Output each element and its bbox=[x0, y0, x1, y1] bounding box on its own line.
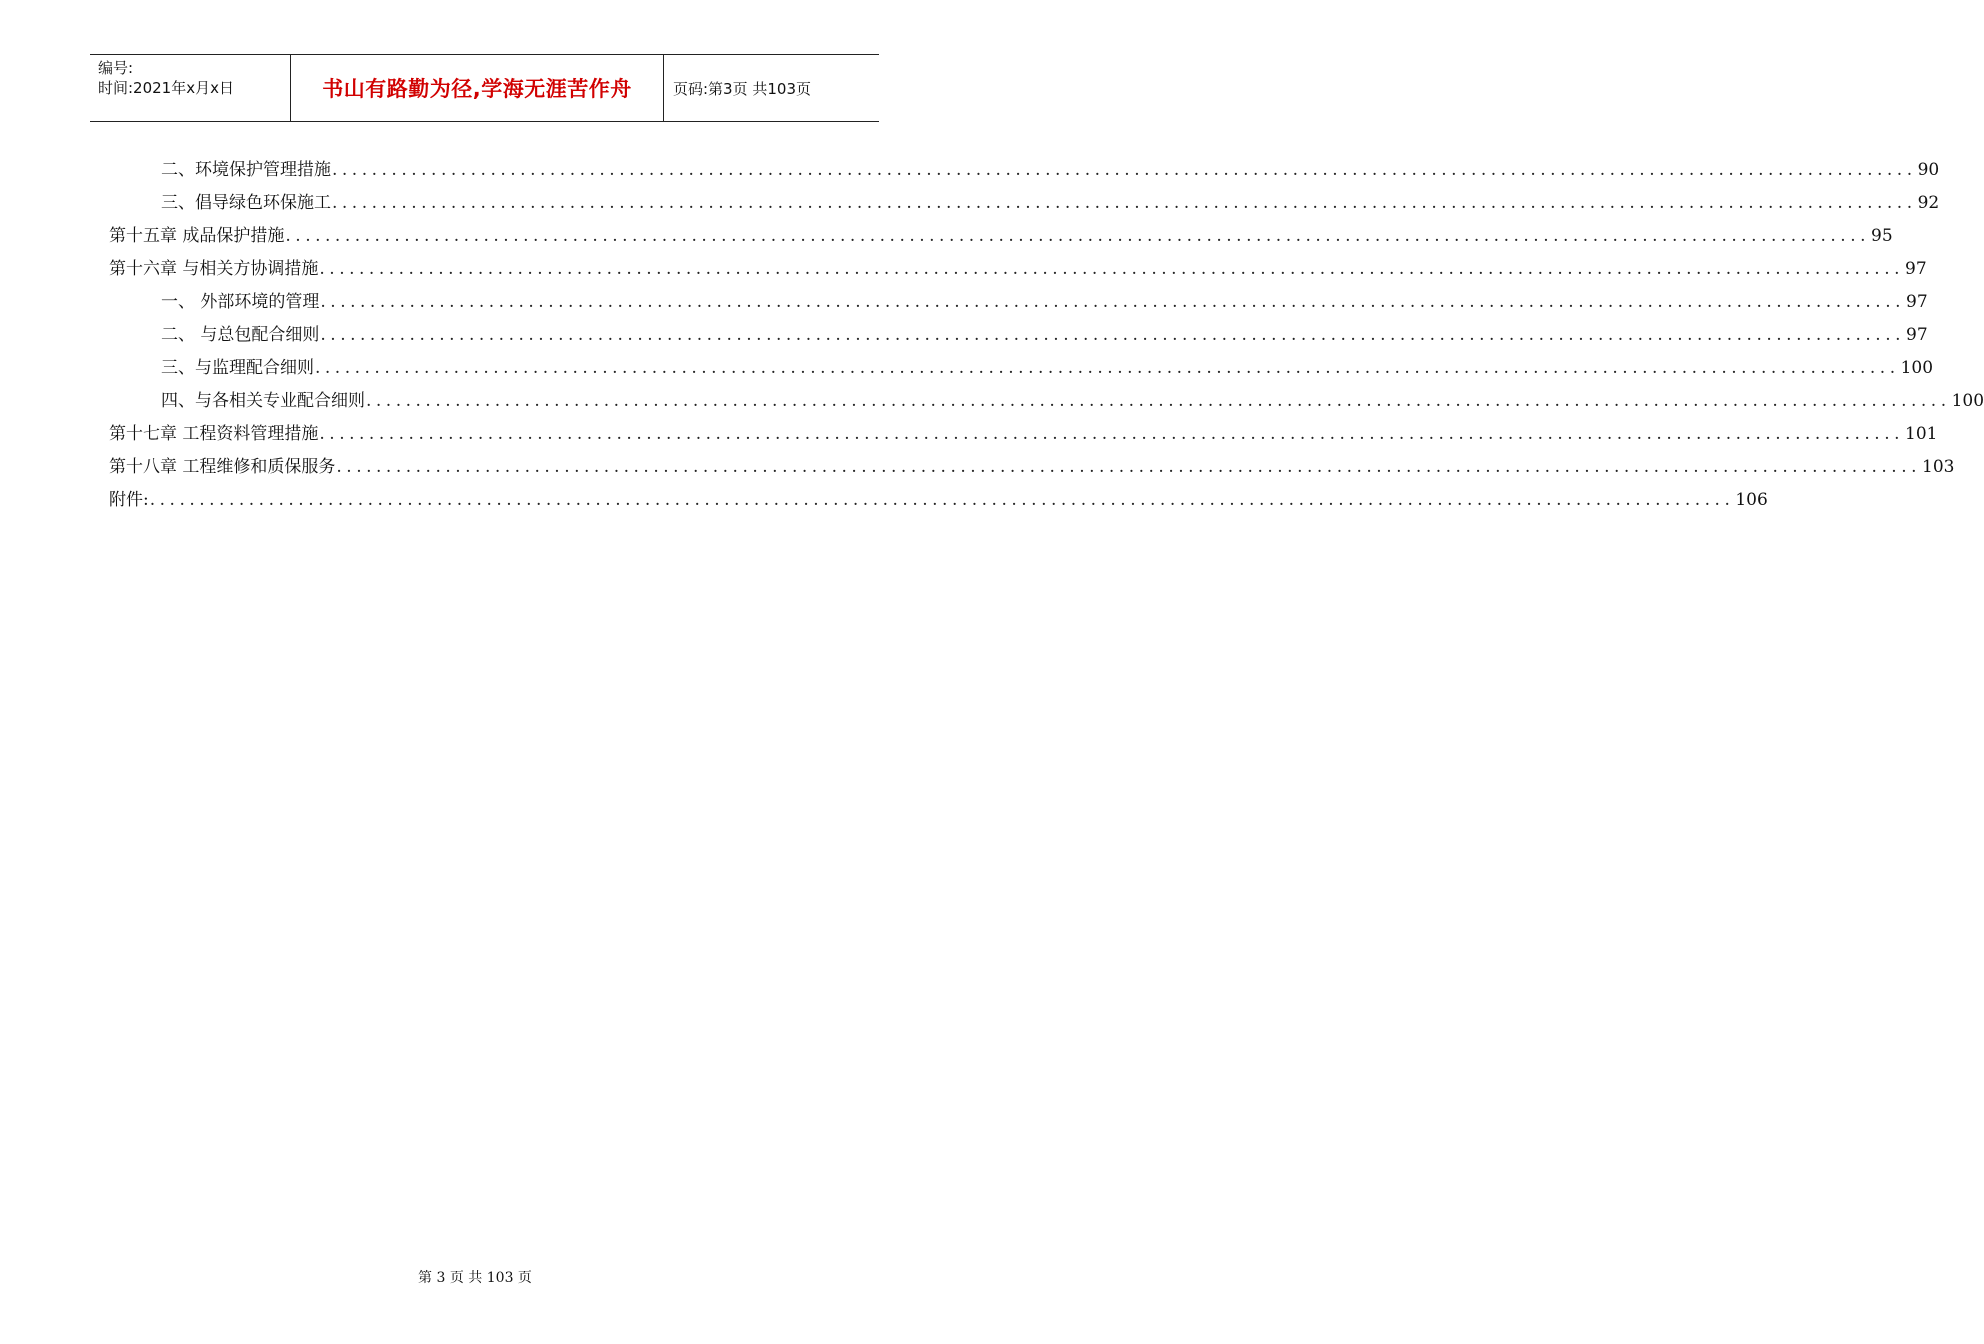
toc-entry-title: 二、环境保护管理措施 bbox=[161, 160, 331, 180]
toc-dot-leader: ................................................................................................................................................................ bbox=[332, 160, 1917, 180]
toc-dot-leader: ................................................................................................................................................................ bbox=[320, 325, 1906, 345]
toc-entry[interactable] bbox=[109, 254, 1927, 284]
toc-entry-title: 第十六章 与相关方协调措施 bbox=[109, 259, 319, 279]
toc-entry-page: 90 bbox=[1917, 160, 1940, 180]
header-meta bbox=[90, 55, 291, 121]
toc-entry-page: 97 bbox=[1905, 259, 1927, 279]
toc-entry[interactable] bbox=[161, 353, 1934, 383]
toc-entry-page: 97 bbox=[1906, 292, 1928, 312]
toc-entry-title: 四、与各相关专业配合细则 bbox=[161, 391, 365, 411]
document-number-label: 编号: bbox=[98, 59, 134, 77]
toc-dot-leader: ................................................................................................................................................................ bbox=[366, 391, 1951, 411]
page-header bbox=[90, 54, 879, 122]
toc-entry[interactable] bbox=[109, 221, 1893, 251]
toc-entry[interactable] bbox=[161, 155, 1940, 185]
toc-entry-title: 二、 与总包配合细则 bbox=[161, 325, 320, 345]
toc-entry[interactable] bbox=[161, 320, 1928, 350]
toc-entry-title: 附件: bbox=[109, 490, 149, 510]
toc-entry-title: 三、与监理配合细则 bbox=[161, 358, 314, 378]
toc-entry[interactable] bbox=[161, 287, 1928, 317]
toc-entry-page: 103 bbox=[1922, 457, 1955, 477]
document-date: 时间:2021年x月x日 bbox=[98, 79, 234, 97]
header-page-number: 页码:第3页 共103页 bbox=[673, 79, 811, 98]
toc-dot-leader: ................................................................................................................................................................ bbox=[332, 193, 1917, 213]
toc-entry[interactable] bbox=[161, 386, 1984, 416]
toc-entry-title: 第十八章 工程维修和质保服务 bbox=[109, 457, 336, 477]
toc-dot-leader: ................................................................................................................................................................ bbox=[319, 424, 1905, 444]
toc-entry[interactable] bbox=[161, 188, 1940, 218]
toc-entry-page: 97 bbox=[1906, 325, 1928, 345]
toc-entry-page: 92 bbox=[1917, 193, 1940, 213]
toc-dot-leader: ................................................................................................................................................................ bbox=[149, 490, 1735, 510]
toc-entry-title: 第十七章 工程资料管理措施 bbox=[109, 424, 319, 444]
toc-entry-page: 100 bbox=[1900, 358, 1934, 378]
toc-dot-leader: ................................................................................................................................................................ bbox=[320, 292, 1906, 312]
toc-entry-page: 95 bbox=[1871, 226, 1893, 246]
toc-entry-page: 101 bbox=[1905, 424, 1938, 444]
header-motto: 书山有路勤为径,学海无涯苦作舟 bbox=[291, 55, 664, 121]
toc-entry[interactable] bbox=[109, 452, 1955, 482]
toc-entry-title: 三、倡导绿色环保施工 bbox=[161, 193, 331, 213]
toc-entry-page: 106 bbox=[1735, 490, 1768, 510]
toc-dot-leader: ................................................................................................................................................................ bbox=[315, 358, 1900, 378]
page-footer: 第 3 页 共 103 页 bbox=[418, 1270, 532, 1286]
toc-dot-leader: ................................................................................................................................................................ bbox=[319, 259, 1905, 279]
toc-entry[interactable] bbox=[109, 419, 1938, 449]
toc-dot-leader: ................................................................................................................................................................ bbox=[336, 457, 1922, 477]
toc-entry-title: 第十五章 成品保护措施 bbox=[109, 226, 285, 246]
toc-entry[interactable] bbox=[109, 485, 1768, 515]
toc-entry-page: 100 bbox=[1951, 391, 1984, 411]
toc-entry-title: 一、 外部环境的管理 bbox=[161, 292, 320, 312]
toc-dot-leader: ................................................................................................................................................................ bbox=[285, 226, 1871, 246]
